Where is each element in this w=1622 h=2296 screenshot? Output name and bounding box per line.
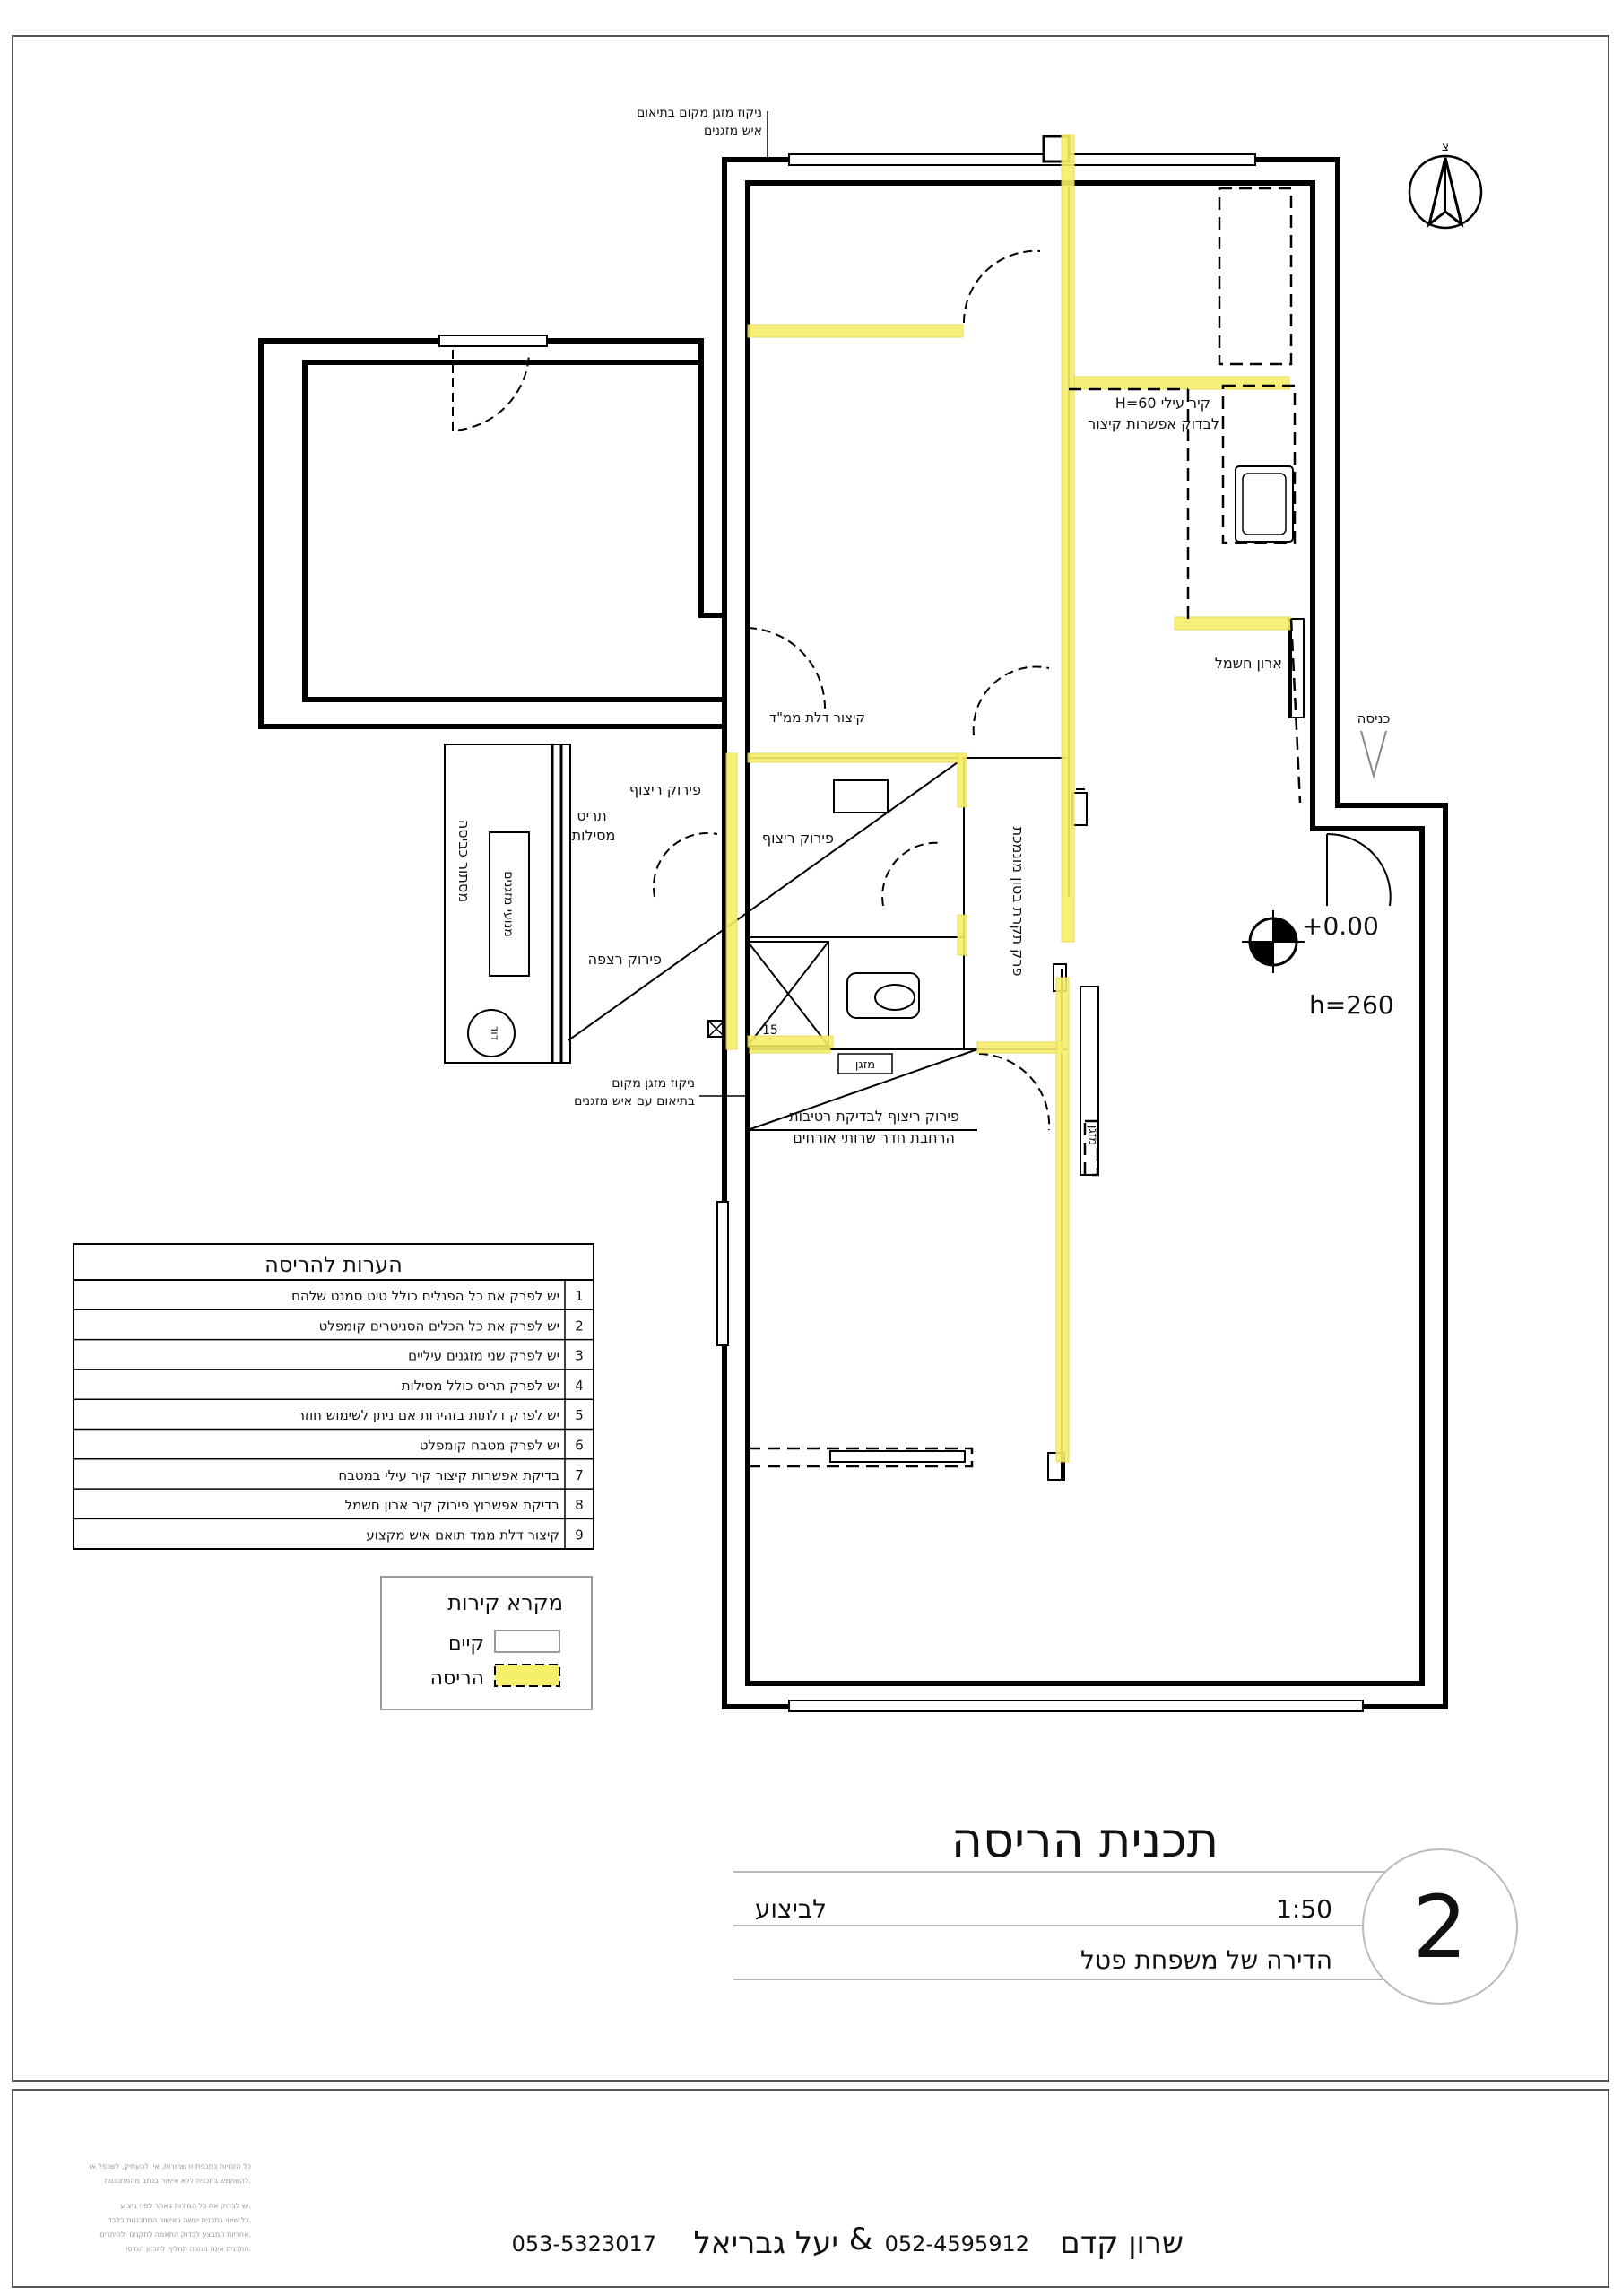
- disclaimer-line: כל הזכויות בתכנית זו שמורות. אין להעתיק, לשכפל או: [89, 2162, 251, 2170]
- note-text: קיצור דלת ממד תואם איש מקצוע: [366, 1526, 559, 1544]
- notes-table: [74, 1244, 594, 1549]
- wall-legend: [381, 1577, 592, 1709]
- label-toilet-num: 15: [762, 1023, 778, 1038]
- north-arrow: [1409, 156, 1481, 228]
- note-number: 1: [575, 1288, 584, 1304]
- label-ac-mid-2: בתיאום עם איש מזגנים: [574, 1094, 695, 1109]
- label-concrete: פרק תקרת בטון מונמכת: [1010, 826, 1027, 977]
- label-boiler: דוד: [489, 1025, 501, 1041]
- designer-2: יעל גבריאל: [693, 2225, 838, 2261]
- mamad-inner: [305, 362, 724, 700]
- title-block: [733, 1812, 1517, 2004]
- note-number: 6: [575, 1437, 584, 1454]
- label-tile-2: פירוק ריצוף: [761, 830, 834, 847]
- disclaimer-line: התכנית אינה מהווה תחליף לתכנון הנדסי.: [126, 2245, 251, 2253]
- disclaimer-line: יש לבדוק את כל המידות באתר לפני ביצוע.: [120, 2202, 251, 2210]
- label-ac-units: מנועי מזגנים: [501, 871, 516, 937]
- note-text: יש לפרק את כל הפנלים כולל טיט סמנט שלהם: [291, 1288, 559, 1304]
- note-number: 4: [575, 1377, 584, 1394]
- label-ac-top-1: ניקוז מזגן מקום בתיאום: [636, 106, 762, 120]
- note-text: בדיקת אפשרות קיצור קיר עילי במטבח: [338, 1466, 559, 1483]
- north-letter: צ: [1441, 140, 1450, 154]
- label-ac-top-2: איש מזגנים: [703, 124, 762, 138]
- legend-demolition: הריסה: [429, 1667, 484, 1690]
- label-mamad-door: קיצור דלת ממ"ד: [768, 709, 865, 726]
- label-ac-2: מזגן: [1086, 1125, 1099, 1146]
- disclaimer-line: להשתמש בתכנית ללא אישור בכתב מהמתכננות.: [104, 2177, 251, 2185]
- project-name: הדירה של משפחת פטל: [1080, 1945, 1332, 1975]
- label-moisture-2: הרחבת חדר שרותי אורחים: [793, 1129, 955, 1146]
- label-floor-demo: פירוק רצפה: [587, 951, 662, 968]
- note-number: 9: [575, 1526, 584, 1544]
- label-shutter-1: תריס: [577, 807, 607, 824]
- legend-existing: קיים: [447, 1633, 484, 1656]
- sheet-frame: [13, 36, 1609, 2081]
- demolition-walls: [726, 135, 1291, 1462]
- disclaimer-line: כל שינוי בתכנית יעשה באישור המתכננות בלבד.: [108, 2216, 251, 2224]
- mamad-outer: [261, 187, 724, 726]
- label-shutter-2: מסילות: [571, 827, 616, 844]
- label-wall-60-2: לבדוק אפשרות קיצור: [1088, 415, 1219, 432]
- note-text: יש לפרק מטבח קומפלט: [419, 1437, 559, 1454]
- drawing-title: תכנית הריסה: [950, 1812, 1219, 1868]
- label-ac-1: מזגן: [854, 1058, 876, 1072]
- drawing-status: לביצוע: [754, 1894, 827, 1924]
- note-text: בדיקת אפשרוץ פירוק קיר ארון חשמל: [344, 1497, 559, 1514]
- designer-1: שרון קדם: [1060, 2225, 1184, 2261]
- drawing-scale: 1:50: [1276, 1894, 1332, 1924]
- label-wall-60-1: H=60 קיר עילי: [1115, 395, 1210, 412]
- note-text: יש לפרק תריס כולל מסילות: [401, 1377, 559, 1394]
- legend-demolition-swatch: [495, 1665, 559, 1686]
- legend-title: מקרא קירות: [447, 1590, 563, 1615]
- amp: &: [848, 2222, 873, 2257]
- label-ac-mid-1: ניקוז מזגן מקום: [612, 1076, 695, 1091]
- level-marker: [1242, 910, 1305, 973]
- label-laundry-screen: מסתור כביסה: [455, 819, 473, 903]
- label-level: +0.00: [1302, 911, 1379, 941]
- label-tile-1: פירוק ריצוף: [629, 781, 701, 798]
- entrance-arrow: [1361, 731, 1386, 776]
- label-moisture-1: פירוק ריצוף לבדיקת רטיבות: [789, 1108, 959, 1125]
- note-number: 2: [575, 1318, 584, 1335]
- phone-2: 053-5323017: [511, 2231, 656, 2257]
- disclaimer-line: אחריות המבצע לבדוק התאמה לתקנים ולהיתרים.: [100, 2231, 251, 2239]
- notes-title: הערות להריסה: [265, 1252, 403, 1277]
- note-number: 7: [575, 1466, 584, 1483]
- sheet-number: 2: [1412, 1877, 1468, 1978]
- label-electric-closet: ארון חשמל: [1214, 655, 1282, 672]
- note-number: 5: [575, 1407, 584, 1424]
- label-height: h=260: [1309, 990, 1394, 1020]
- note-number: 8: [575, 1497, 584, 1514]
- note-text: יש לפרק שני מזגנים עיליים: [408, 1347, 559, 1364]
- label-entrance: כניסה: [1357, 710, 1391, 726]
- footer-credits: [89, 2162, 1184, 2261]
- phone-1: 052-4595912: [884, 2231, 1029, 2257]
- note-text: יש לפרק את כל הכלים הסניטרים קומפלט: [318, 1318, 559, 1335]
- note-text: יש לפרק דלתות בזהירות אם ניתן לשימוש חוזר: [297, 1407, 559, 1424]
- legend-existing-swatch: [495, 1631, 559, 1652]
- note-number: 3: [575, 1347, 584, 1364]
